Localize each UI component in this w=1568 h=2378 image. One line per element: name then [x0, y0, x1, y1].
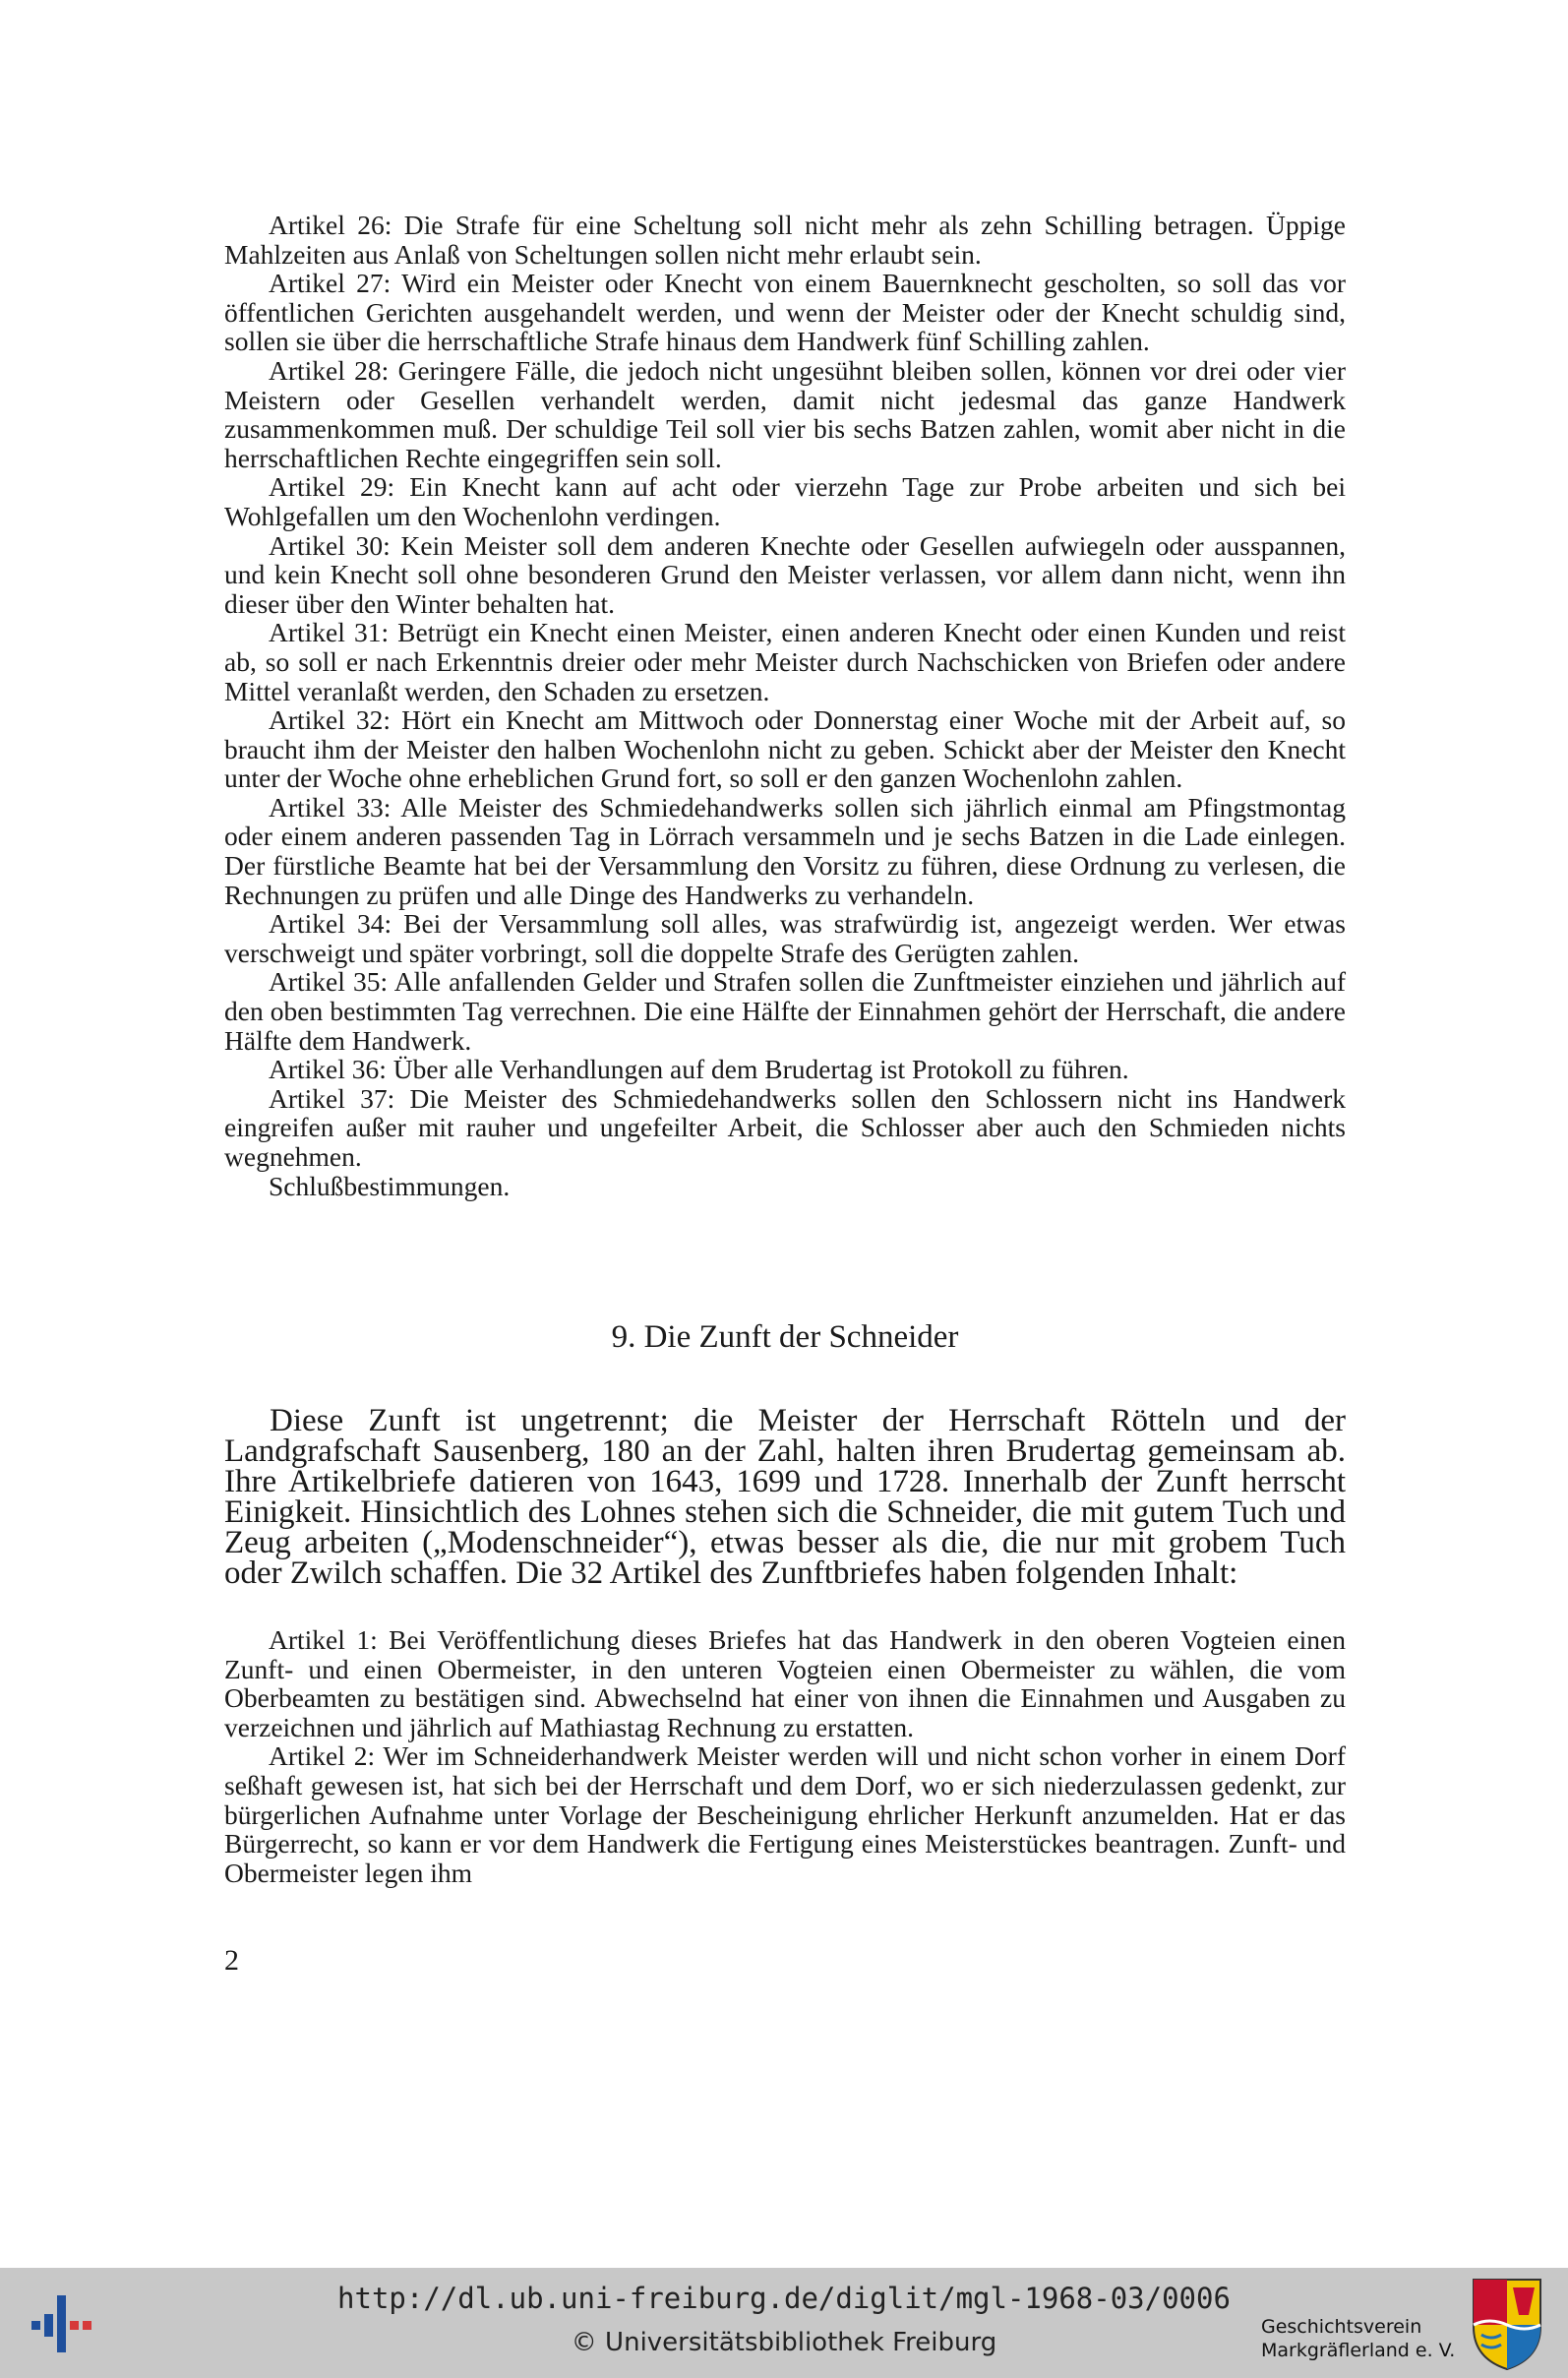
paragraph-artikel-30: Artikel 30: Kein Meister soll dem anderen Knechte oder Gesellen aufwiegeln oder ausspannen, und kein Knecht soll ohne besonderen Grund den Meister verlassen, vor allem dann nicht, wenn ihn dieser über den Winter behalten hat. — [224, 529, 1346, 619]
footer-url-link[interactable]: http://dl.ub.uni-freiburg.de/diglit/mgl-1968-03/0006 — [337, 2282, 1231, 2315]
paragraph-artikel-33: Artikel 33: Alle Meister des Schmiedehandwerks sollen sich jährlich einmal am Pfingstmontag oder einem anderen passenden Tag in Lörrach versammeln und je sechs Batzen in die Lade einlegen. Der fürstliche Beamte hat bei der Versammlung den Vorsitz zu führen, diese Ordnung zu verlesen, die Rechnungen zu prüfen und alle Dinge des Handwerks zu verhandeln. — [224, 791, 1346, 910]
society-name-line-2: Markgräflerland e. V. — [1261, 2340, 1456, 2361]
society-name-line-1: Geschichtsverein — [1261, 2316, 1422, 2338]
paragraph-artikel-34: Artikel 34: Bei der Versammlung soll alles, was strafwürdig ist, angezeigt werden. Wer etwas verschweigt und später vorbringt, soll die doppelte Strafe des Gerügten zahlen. — [224, 908, 1346, 968]
footer-copyright: © Universitätsbibliothek Freiburg — [571, 2328, 997, 2357]
paragraph-artikel-31: Artikel 31: Betrügt ein Knecht einen Meister, einen anderen Knecht oder einen Kunden und reist ab, so soll er nach Erkenntnis dreier oder mehr Meister durch Nachschicken von Briefen oder andere Mittel veranlaßt werden, den Schaden zu ersetzen. — [224, 617, 1346, 706]
paragraph-artikel-32: Artikel 32: Hört ein Knecht am Mittwoch oder Donnerstag einer Woche mit der Arbeit auf, so braucht ihm der Meister den halben Wochenlohn nicht zu geben. Schickt aber der Meister den Knecht unter der Woche ohne erheblichen Grund fort, so soll er den ganzen Wochenlohn zahlen. — [224, 704, 1346, 794]
paragraph-artikel-28: Artikel 28: Geringere Fälle, die jedoch nicht ungesühnt bleiben sollen, können vor drei oder vier Meistern oder Gesellen verhandelt werden, damit nicht jedesmal das ganze Handwerk zusammenkommen muß. Der schuldige Teil soll vier bis sechs Batzen zahlen, womit aber nicht in die herrschaftlichen Rechte eingegriffen sein soll. — [224, 354, 1346, 473]
articles-26-37-block — [224, 211, 1346, 1200]
paragraph-schlussbestimmungen: Schlußbestimmungen. — [269, 1170, 511, 1201]
paragraph-artikel-26: Artikel 26: Die Strafe für eine Scheltung soll nicht mehr als zehn Schilling betragen. Üppige Mahlzeiten aus Anlaß von Scheltungen sollen nicht mehr erlaubt sein. — [224, 210, 1346, 270]
section-heading: 9. Die Zunft der Schneider — [611, 1319, 959, 1355]
page-number: 2 — [224, 1944, 239, 1977]
paragraph-artikel-37: Artikel 37: Die Meister des Schmiedehandwerks sollen den Schlossern nicht ins Handwerk eingreifen außer mit rauher und ungefeilter Arbeit, die Schlosser aber auch den Schmieden nichts wegnehmen. — [224, 1082, 1346, 1172]
paragraph-artikel-1: Artikel 1: Bei Veröffentlichung dieses Briefes hat das Handwerk in den oberen Vogteien einen Zunft- und einen Obermeister, in den unteren Vogteien einen Obermeister zu wählen, die vom Oberbeamten zu bestätigen sind. Abwechselnd hat einer von ihnen die Einnahmen und Ausgaben zu verzeichnen und jährlich auf Mathiastag Rechnung zu erstatten. — [224, 1624, 1346, 1742]
society-name — [1261, 2315, 1458, 2362]
paragraph-artikel-35: Artikel 35: Alle anfallenden Gelder und Strafen sollen die Zunftmeister einziehen und jährlich auf den oben bestimmten Tag verrechnen. Die eine Hälfte der Einnahmen gehört der Herrschaft, die andere Hälfte dem Handwerk. — [224, 966, 1346, 1056]
paragraph-artikel-29: Artikel 29: Ein Knecht kann auf acht oder vierzehn Tage zur Probe arbeiten und sich bei Wohlgefallen um den Wochenlohn verdingen. — [224, 471, 1346, 531]
coat-of-arms-icon — [1470, 2276, 1544, 2372]
intro-paragraph: Diese Zunft ist ungetrennt; die Meister der Herrschaft Rötteln und der Landgrafschaft Sausenberg, 180 an der Zahl, halten ihren Brudertag gemeinsam ab. Ihre Artikelbriefe datieren von 1643, 1699 und 1728. Innerhalb der Zunft herrscht Einigkeit. Hinsichtlich des Lohnes stehen sich die Schneider, die mit gutem Tuch und Zeug arbeiten („Modenschneider“), etwas besser als die, die nur mit grobem Tuch oder Zwilch schaffen. Die 32 Artikel des Zunftbriefes haben folgenden Inhalt: — [224, 1403, 1346, 1592]
articles-1-2-block — [224, 1625, 1346, 1887]
paragraph-artikel-36: Artikel 36: Über alle Verhandlungen auf dem Brudertag ist Protokoll zu führen. — [269, 1054, 1129, 1085]
footer-bar — [0, 2268, 1568, 2378]
paragraph-artikel-2: Artikel 2: Wer im Schneiderhandwerk Meister werden will und nicht schon vorher in einem Dorf seßhaft gewesen ist, hat sich bei der Herrschaft und dem Dorf, wo er sich niederzulassen gedenkt, zur bürgerlichen Aufnahme unter Vorlage der Bescheinigung ehrlicher Herkunft anzumelden. Hat er das Bürgerrecht, so kann er vor dem Handwerk die Fertigung eines Meisterstückes beantragen. Zunft- und Obermeister legen ihm — [224, 1740, 1346, 1888]
paragraph-artikel-27: Artikel 27: Wird ein Meister oder Knecht von einem Bauernknecht gescholten, so soll das vor öffentlichen Gerichten ausgehandelt werden, und wenn der Meister oder der Knecht schuldig sind, sollen sie über die herrschaftliche Strafe hinaus dem Handwerk fünf Schilling zahlen. — [224, 268, 1346, 357]
